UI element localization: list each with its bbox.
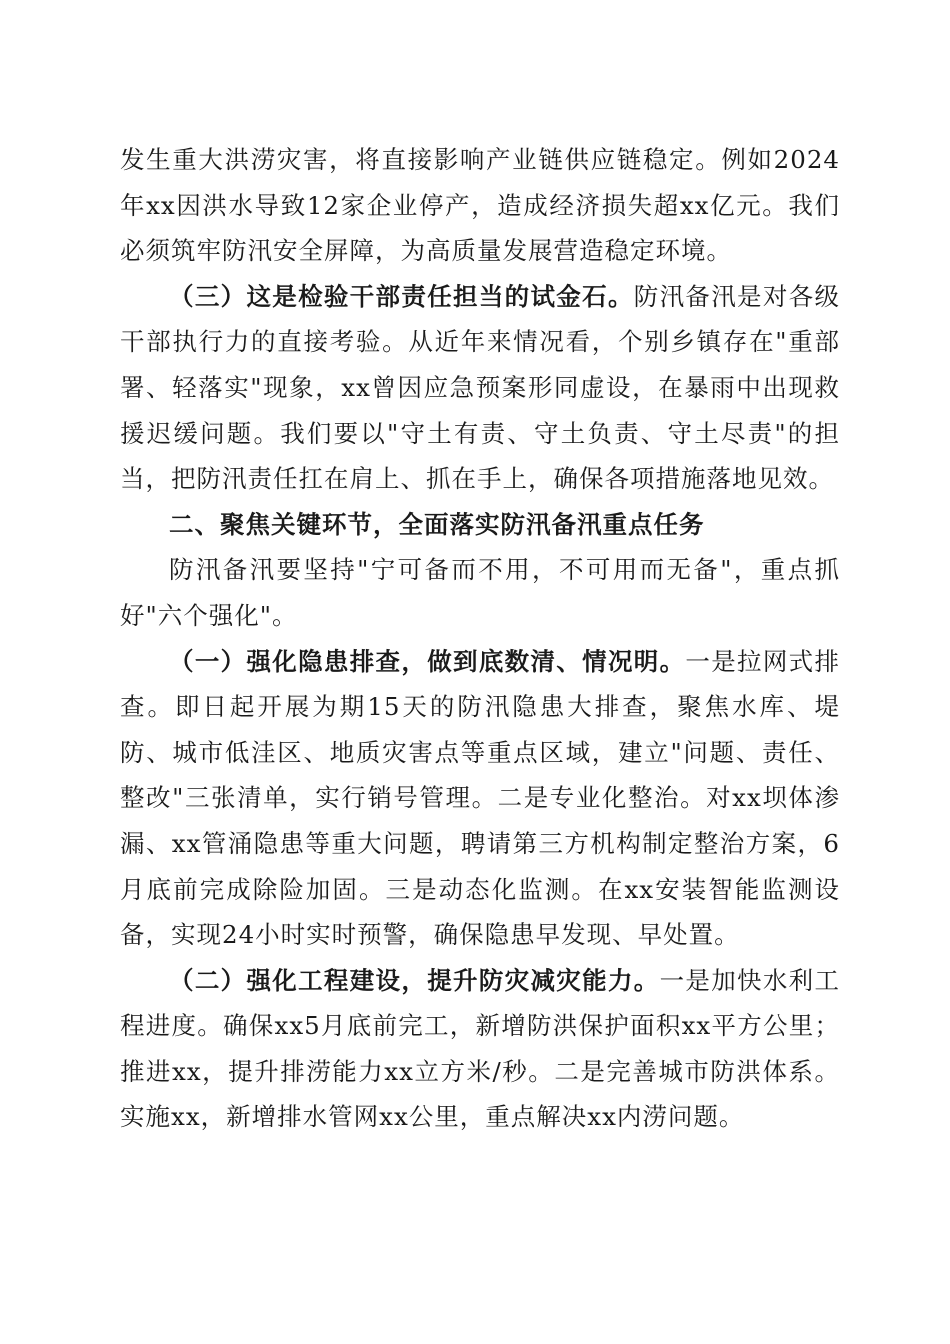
paragraph-cadre-responsibility: [120, 274, 840, 502]
paragraph-economic-impact: 发生重大洪涝灾害，将直接影响产业链供应链稳定。例如2024年xx因洪水导致12家企业停产，造成经济损失超xx亿元。我们必须筑牢防汛安全屏障，为高质量发展营造稳定环境。: [120, 145, 840, 266]
paragraph-engineering: [120, 958, 840, 1140]
subheading-three: （三）这是检验干部责任担当的试金石。: [169, 281, 634, 311]
paragraph-cadre-body: 防汛备汛是对各级干部执行力的直接考验。从近年来情况看，个别乡镇存在"重部署、轻落实"现象，xx曾因应急预案形同虚设，在暴雨中出现救援迟缓问题。我们要以"守土有责、守土负责、守土尽责"的担当，把防汛责任扛在肩上、抓在手上，确保各项措施落地见效。: [120, 281, 841, 494]
paragraph-hazard-body: 一是拉网式排查。即日起开展为期15天的防汛隐患大排查，聚焦水库、堤防、城市低洼区、地质灾害点等重点区域，建立"问题、责任、整改"三张清单，实行销号管理。二是专业化整治。对xx坝体渗漏、xx管涌隐患等重大问题，聘请第三方机构制定整治方案，6月底前完成除险加固。三是动态化监测。在xx安装智能监测设备，实现24小时实时预警，确保隐患早发现、早处置。: [120, 646, 841, 950]
paragraph-hazard-inspection: [120, 639, 840, 958]
subheading-two: （二）强化工程建设，提升防灾减灾能力。: [169, 965, 660, 995]
document-page: [120, 137, 840, 1140]
paragraph-six-strengthen: 防汛备汛要坚持"宁可备而不用，不可用而无备"，重点抓好"六个强化"。: [120, 555, 840, 630]
section-heading-two: 二、聚焦关键环节，全面落实防汛备汛重点任务: [169, 509, 705, 539]
subheading-one: （一）强化隐患排查，做到底数清、情况明。: [169, 646, 686, 676]
paragraph-engineering-body: 一是加快水利工程进度。确保xx5月底前完工，新增防洪保护面积xx平方公里；推进xx，提升排涝能力xx立方米/秒。二是完善城市防洪体系。实施xx，新增排水管网xx公里，重点解决xx内涝问题。: [120, 965, 840, 1132]
